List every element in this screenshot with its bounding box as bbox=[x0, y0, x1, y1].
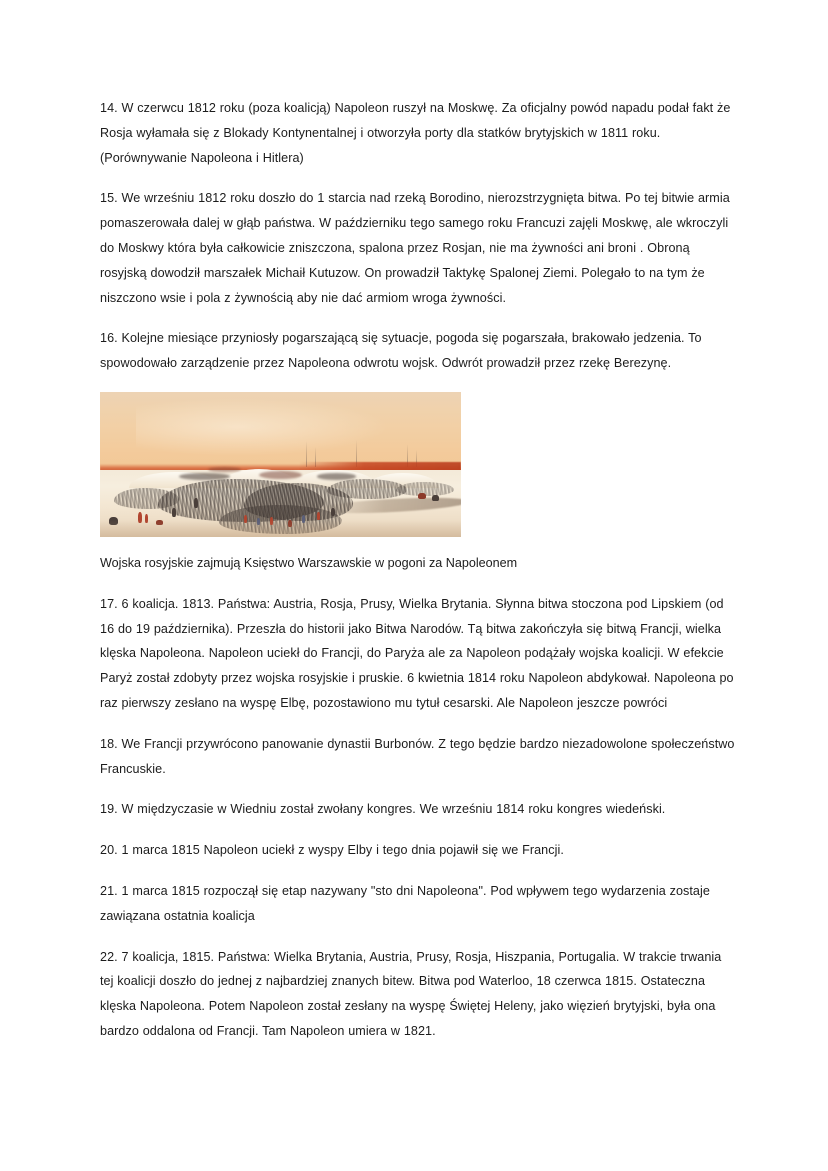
figure-caption: Wojska rosyjskie zajmują Księstwo Warszawskie w pogoni za Napoleonem bbox=[100, 555, 518, 570]
figure-watercolor-winter-campaign bbox=[100, 392, 461, 537]
paragraph-18: 18. We Francji przywrócono panowanie dynastii Burbonów. Z tego będzie bardzo niezadowolone społeczeństwo Francuskie. bbox=[100, 736, 735, 776]
paragraph-20: 20. 1 marca 1815 Napoleon uciekł z wyspy Elby i tego dnia pojawił się we Francji. bbox=[100, 843, 564, 858]
paragraph-17: 17. 6 koalicja. 1813. Państwa: Austria, Rosja, Prusy, Wielka Brytania. Słynna bitwa stoczona pod Lipskiem (od 16 do 19 października). Przeszła do historii jako Bitwa Narodów. Tą bitwa zakończyła się bitwą Francji, wielka klęska Napoleona. Napoleon uciekł do Francji, do Paryża ale za Napoleon podążały wojska koalicji. W efekcie Paryż został zdobyty przez wojska rosyjskie i pruskie. 6 kwietnia 1814 roku Napoleon abdykował. Napoleona po raz pierwszy zesłano na wyspę Elbę, pozostawiono mu tytuł cesarski. Ale Napoleon jeszcze powróci bbox=[100, 596, 734, 710]
figure-sky-haze bbox=[136, 398, 389, 456]
paragraph-14: 14. W czerwcu 1812 roku (poza koalicją) Napoleon ruszył na Moskwę. Za oficjalny powód napadu podał fakt że Rosja wyłamała się z Blokady Kontynentalnej i otworzyła porty dla statków brytyjskich w 1811 roku. (Porównywanie Napoleona i Hitlera) bbox=[100, 101, 731, 165]
paragraph-21: 21. 1 marca 1815 rozpoczął się etap nazywany "sto dni Napoleona". Pod wpływem tego wydarzenia zostaje zawiązana ostatnia koalicja bbox=[100, 883, 710, 923]
figure-cavalry bbox=[432, 495, 439, 501]
paragraph-16: 16. Kolejne miesiące przyniosły pogarszającą się sytuacje, pogoda się pogarszała, brakowało jedzenia. To spowodowało zarządzenie przez Napoleona odwrotu wojsk. Odwrót prowadził przez rzekę Berezynę. bbox=[100, 331, 702, 371]
figure-soldier bbox=[331, 508, 335, 516]
figure-canvas bbox=[100, 392, 461, 537]
paragraph-19: 19. W międzyczasie w Wiedniu został zwołany kongres. We wrześniu 1814 roku kongres wiedeński. bbox=[100, 802, 666, 817]
figure-distant-smudge bbox=[259, 471, 302, 479]
figure-distant-smudge bbox=[317, 473, 357, 480]
figure-cavalry bbox=[418, 493, 426, 499]
document-content bbox=[100, 96, 737, 1060]
paragraph-15: 15. We wrześniu 1812 roku doszło do 1 starcia nad rzeką Borodino, nierozstrzygnięta bitwa. Po tej bitwie armia pomaszerowała dalej w głąb państwa. W październiku tego samego roku Francuzi zajęli Moskwę, ale wkroczyli do Moskwy która była całkowicie zniszczona, spalona przez Rosjan, nie ma żywności ani broni . Obroną rosyjską dowodził marszałek Michaił Kutuzow. On prowadził Taktykę Spalonej Ziemi. Polegało to na tym że niszczono wsie i pola z żywnością aby nie dać armiom wroga żywności. bbox=[100, 191, 730, 305]
figure-soldier bbox=[194, 498, 198, 508]
paragraph-22: 22. 7 koalicja, 1815. Państwa: Wielka Brytania, Austria, Prusy, Rosja, Hiszpania, Portugalia. W trakcie trwania tej koalicji doszło do jednej z najbardziej znanych bitew. Bitwa pod Waterloo, 18 czerwca 1815. Ostateczna klęska Napoleona. Potem Napoleon został zesłany na wyspę Świętej Heleny, jako więzień brytyjski, była ona bardzo oddalona od Francji. Tam Napoleon umiera w 1821. bbox=[100, 949, 722, 1038]
figure-troop-mass bbox=[327, 479, 406, 499]
figure-foreground-shadow bbox=[100, 520, 461, 537]
figure-soldier bbox=[172, 508, 176, 517]
